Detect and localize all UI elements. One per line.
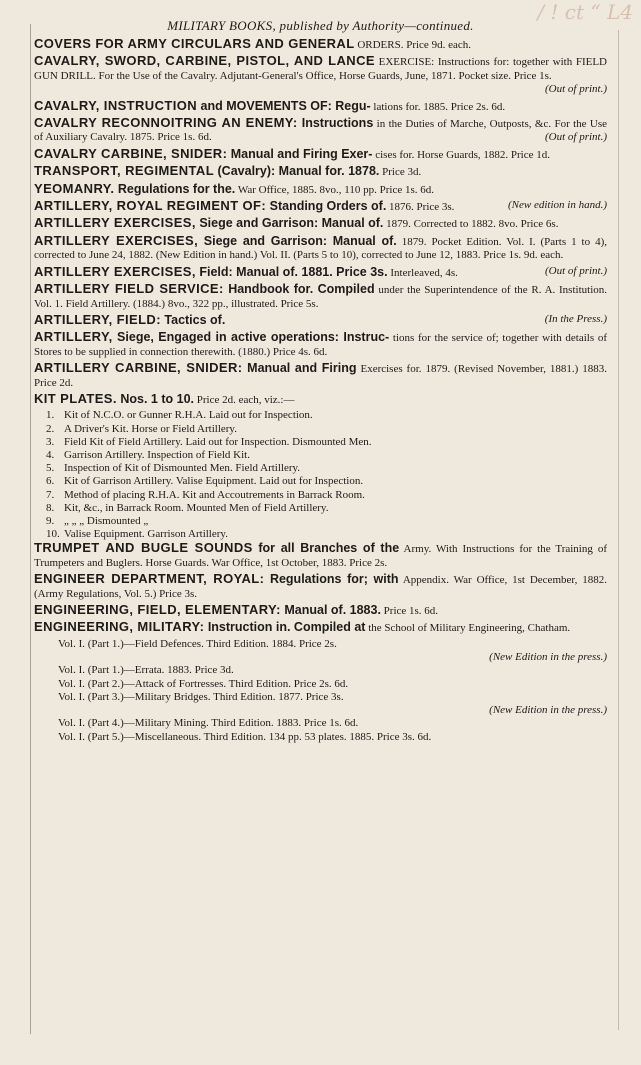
entry-body: Exercises for. 1879. (Revised November, 1881.) 1883. Price 2d.: [34, 363, 607, 389]
entry-note: (Out of print.): [544, 264, 607, 277]
entry-note: (New edition in hand.): [508, 199, 607, 212]
kit-plate-number: 5.: [46, 462, 55, 475]
entry-heading: COVERS FOR ARMY CIRCULARS AND GENERAL: [34, 36, 355, 51]
entry-heading: ENGINEER DEPARTMENT, ROYAL:: [34, 571, 265, 587]
entry-heading: CAVALRY, INSTRUCTION: [34, 97, 198, 113]
entry-heading: ARTILLERY EXERCISES,: [34, 215, 196, 231]
catalogue-entry: [34, 147, 607, 162]
entry-heading-tail: Instruction in. Compiled at: [204, 620, 366, 635]
catalogue-entry: [34, 330, 607, 359]
kit-plate-title: „ „ „ Dismounted „: [64, 514, 149, 527]
entry-body: in the Duties of Marche, Outposts, &c. For the Use of Auxiliary Cavalry. 1875. Price 1s. 6d.: [34, 118, 608, 144]
kit-plate-item: [34, 423, 607, 436]
entry-heading-tail: (Cavalry): Manual for. 1878.: [214, 164, 380, 179]
kit-plates-list: [34, 409, 607, 541]
kit-plate-number: 4.: [46, 448, 55, 461]
entry-heading-tail: Siege and Garrison: Manual of.: [198, 233, 397, 248]
page-content: [34, 18, 607, 744]
catalogue-entry: [34, 216, 607, 231]
volume-note: (New Edition in the press.): [489, 651, 607, 664]
entry-heading-tail: for all Branches of the: [252, 541, 400, 556]
kit-plate-title: Inspection of Kit of Dismounted Men. Field Artillery.: [64, 462, 301, 475]
volume-note: (New Edition in the press.): [489, 704, 607, 717]
entry-note: (Out of print.): [544, 83, 607, 96]
entry-heading-tail: Regulations for the.: [114, 181, 236, 196]
entry-heading: TRUMPET AND BUGLE SOUNDS: [34, 540, 253, 556]
volume-item: Vol. I. (Part 3.)—Military Bridges. Third Edition. 1877. Price 3s.: [58, 690, 344, 703]
entry-body: cises for. Horse Guards, 1882. Price 1d.: [375, 148, 550, 161]
entries-list-2: [34, 541, 607, 635]
entry-heading-tail: Siege, Engaged in active operations: Instruc-: [112, 330, 390, 345]
kit-plate-item: [34, 409, 607, 422]
catalogue-entry: [34, 234, 607, 263]
entry-body: tions for the service of; together with details of Stores to be supplied in connection therewith. (1880.) Price 4s. 6d.: [34, 332, 607, 358]
entry-body: EXERCISE: Instructions for: together with FIELD GUN DRILL. For the Use of the Cavalry. Adjutant-General's Office, Horse Guards, June, 1871. Pocket size. Price 1s.: [34, 56, 607, 82]
kit-plate-title: Field Kit of Field Artillery. Laid out for Inspection. Dismounted Men.: [64, 435, 372, 448]
kit-plate-number: 6.: [46, 475, 55, 488]
entry-heading: CAVALRY RECONNOITRING AN ENEMY:: [34, 115, 298, 131]
entry-heading: ARTILLERY,: [34, 329, 113, 345]
kit-plate-number: 7.: [46, 488, 55, 501]
catalogue-entry: [34, 99, 607, 114]
entry-heading: ARTILLERY, ROYAL REGIMENT OF:: [34, 198, 267, 214]
kit-plate-item: [34, 449, 607, 462]
kit-plate-number: 1.: [46, 409, 55, 422]
kit-plate-title: Method of placing R.H.A. Kit and Accoutrements in Barrack Room.: [64, 488, 365, 501]
entry-heading: CAVALRY, SWORD, CARBINE, PISTOL, AND LANCE: [34, 53, 375, 69]
kit-plate-number: 3.: [46, 435, 55, 448]
volume-item: Vol. I. (Part 1.)—Errata. 1883. Price 3d.: [58, 664, 234, 677]
catalogue-entry: [34, 603, 607, 618]
kit-plate-item: [34, 462, 607, 475]
catalogue-entry: [34, 37, 607, 52]
volume-item: Vol. I. (Part 2.)—Attack of Fortresses. Third Edition. Price 2s. 6d.: [58, 677, 349, 690]
entry-heading-tail: and MOVEMENTS OF: Regu-: [197, 98, 371, 113]
entries-list: [34, 37, 607, 407]
entry-body: Price 1s. 6d.: [383, 605, 439, 617]
catalogue-entry: [34, 116, 607, 145]
engineering-volumes-list: [34, 638, 607, 744]
volume-item: Vol. I. (Part 1.)—Field Defences. Third Edition. 1884. Price 2s.: [58, 637, 337, 650]
entry-heading-tail: Tactics of.: [160, 312, 226, 327]
catalogue-entry: [34, 313, 607, 328]
pencil-scribble: / ! ct “ L4: [537, 0, 633, 24]
kit-plate-item: [34, 436, 607, 449]
entry-heading-tail: Manual of. 1883.: [280, 603, 381, 617]
entry-heading-tail: Instructions: [297, 116, 374, 131]
entry-heading: KIT PLATES.: [34, 390, 117, 406]
kit-plate-number: 10.: [46, 528, 60, 541]
catalogue-entry: [34, 265, 607, 280]
catalogue-entry: [34, 54, 607, 96]
kit-plate-title: Kit of Garrison Artillery. Valise Equipment. Laid out for Inspection.: [64, 475, 364, 488]
kit-plate-title: Garrison Artillery. Inspection of Field Kit.: [64, 448, 250, 461]
entry-heading: ARTILLERY EXERCISES,: [34, 263, 196, 279]
entry-body: Interleaved, 4s.: [390, 266, 458, 279]
entry-heading-tail: Handbook for. Compiled: [223, 282, 375, 297]
kit-plate-title: A Driver's Kit. Horse or Field Artillery.: [64, 422, 237, 435]
entry-heading: ARTILLERY CARBINE, SNIDER:: [34, 360, 243, 376]
entry-body: the School of Military Engineering, Chatham.: [368, 622, 571, 635]
kit-plate-number: 9.: [46, 514, 55, 527]
entry-body: Price 3d.: [382, 166, 422, 179]
entry-body: 1876. Price 3s.: [389, 201, 455, 214]
entry-heading: CAVALRY CARBINE, SNIDER:: [34, 145, 228, 161]
entry-heading: ARTILLERY, FIELD:: [34, 311, 161, 327]
entry-heading: YEOMANRY.: [34, 180, 115, 196]
kit-plate-item: [34, 489, 607, 502]
running-head-main: MILITARY BOOKS: [167, 18, 273, 33]
catalogue-entry: [34, 541, 607, 570]
entry-body: Appendix. War Office, 1st December, 1882. (Army Regulations, Vol. 5.) Price 3s.: [34, 574, 607, 600]
catalogue-entry: [34, 164, 607, 179]
entry-heading-tail: Standing Orders of.: [266, 199, 387, 214]
catalogue-entry: [34, 572, 607, 601]
kit-plate-number: 2.: [46, 422, 55, 435]
kit-plate-title: Kit, &c., in Barrack Room. Mounted Men of Field Artillery.: [64, 501, 329, 514]
entry-heading-tail: Regulations for; with: [264, 572, 399, 587]
kit-plate-item: [34, 502, 607, 515]
right-margin-rule: [618, 30, 619, 1030]
entry-body: 1879. Pocket Edition. Vol. I. (Parts 1 to 4), corrected to June 24, 1882. (New Edition in hand.) Vol. II. (Parts 5 to 10), corrected to June 12, 1883. Price 1s. 9d. each.: [34, 235, 607, 262]
entry-heading: ARTILLERY FIELD SERVICE:: [34, 281, 224, 297]
entry-body: War Office, 1885. 8vo., 110 pp. Price 1s. 6d.: [237, 183, 434, 196]
catalogue-entry: [34, 392, 607, 407]
running-head-tail: , published by Authority—continued.: [272, 18, 474, 33]
entry-heading: ARTILLERY EXERCISES,: [34, 232, 199, 248]
entry-body: under the Superintendence of the R. A. Institution. Vol. 1. Field Artillery. (1884.) 8vo., 322 pp., illustrated. Price 5s.: [34, 284, 607, 310]
entry-note: (Out of print.): [544, 131, 607, 144]
entry-heading-tail: Siege and Garrison: Manual of.: [195, 216, 384, 231]
entry-body: Price 2d. each, viz.:—: [196, 393, 295, 406]
entry-heading-tail: Nos. 1 to 10.: [116, 391, 194, 406]
entry-body: lations for. 1885. Price 2s. 6d.: [373, 100, 506, 113]
entry-heading: ENGINEERING, MILITARY:: [34, 619, 205, 635]
entry-heading: TRANSPORT, REGIMENTAL: [34, 163, 215, 179]
kit-plate-number: 8.: [46, 501, 55, 514]
volume-item: Vol. I. (Part 4.)—Military Mining. Third Edition. 1883. Price 1s. 6d.: [58, 717, 359, 730]
volume-item: Vol. I. (Part 5.)—Miscellaneous. Third Edition. 134 pp. 53 plates. 1885. Price 3s. 6d.: [58, 730, 432, 743]
entry-heading-tail: Field: Manual of. 1881. Price 3s.: [195, 264, 388, 279]
entry-note: (In the Press.): [544, 312, 607, 325]
entry-body: ORDERS. Price 9d. each.: [357, 39, 471, 51]
kit-plate-item: [34, 475, 607, 488]
entry-heading: ENGINEERING, FIELD, ELEMENTARY:: [34, 602, 281, 617]
entry-heading-tail: Manual and Firing Exer-: [227, 146, 373, 161]
entry-body: Army. With Instructions for the Training of Trumpeters and Buglers. Horse Guards. War Office, 1st October, 1883. Price 2s.: [34, 543, 607, 569]
kit-plate-title: Kit of N.C.O. or Gunner R.H.A. Laid out for Inspection.: [64, 409, 313, 422]
entry-body: 1879. Corrected to 1882. 8vo. Price 6s.: [386, 218, 559, 231]
catalogue-entry: [34, 361, 607, 390]
catalogue-entry: [34, 282, 607, 311]
kit-plate-title: Valise Equipment. Garrison Artillery.: [64, 528, 228, 541]
entry-heading-tail: Manual and Firing: [242, 361, 357, 376]
catalogue-entry: [34, 182, 607, 197]
catalogue-entry: [34, 620, 607, 635]
running-head: [34, 18, 607, 33]
kit-plate-item: [34, 515, 607, 528]
catalogue-entry: [34, 199, 607, 214]
left-margin-rule: [30, 24, 31, 1034]
